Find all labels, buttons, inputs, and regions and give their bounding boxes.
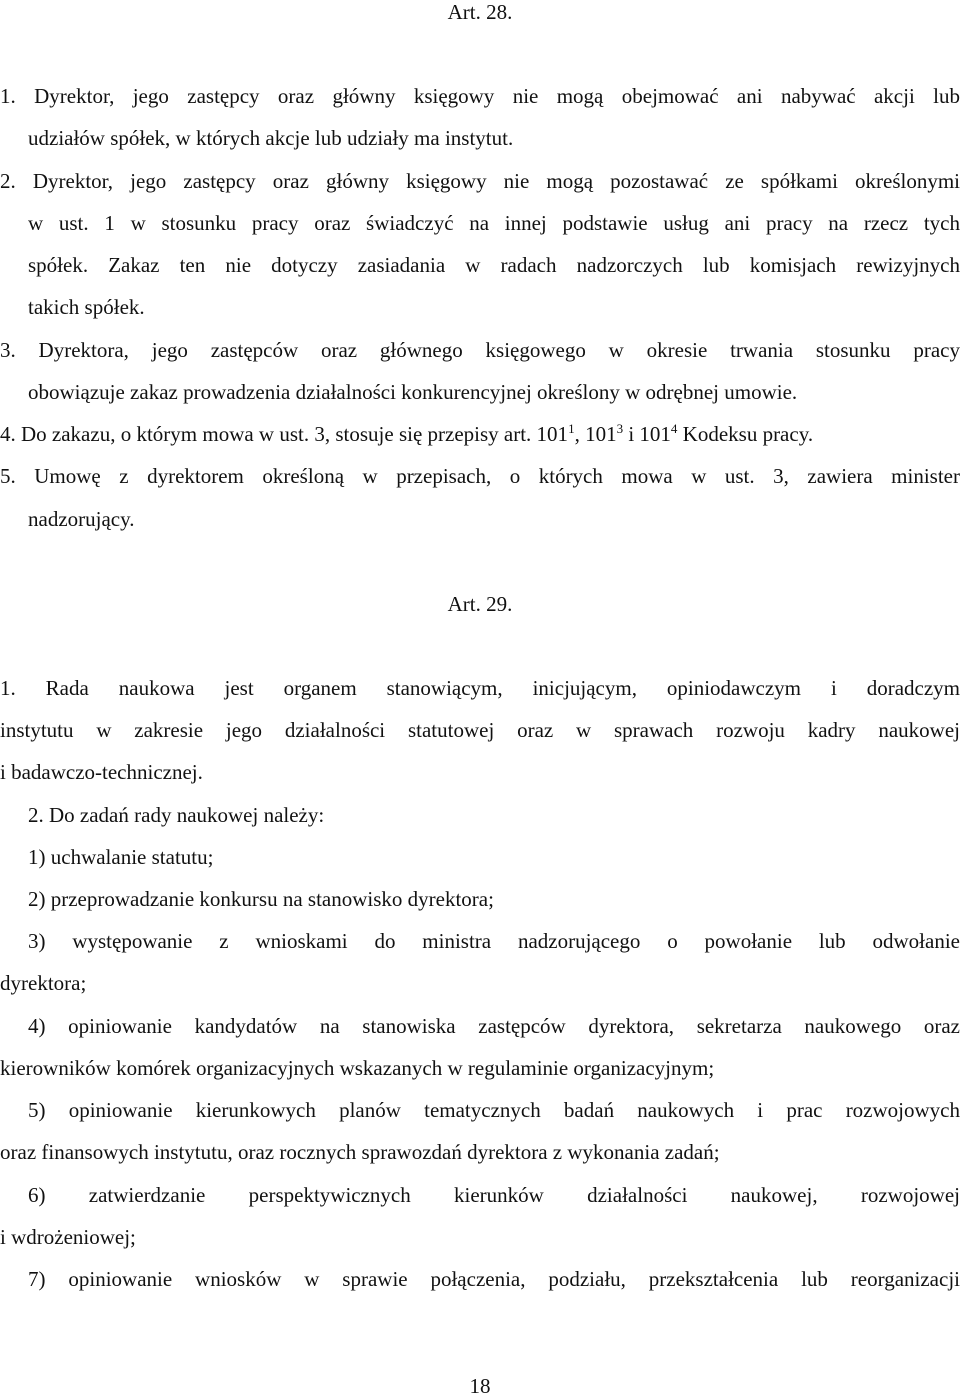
art29-item-2: 2) przeprowadzanie konkursu na stanowisko dyrektora; — [28, 887, 494, 911]
art28-para4-sup-3: 4 — [670, 421, 678, 436]
art28-para4 — [0, 422, 813, 446]
art28-para2-line3: spółek. Zakaz ten nie dotyczy zasiadania w radach nadzorczych lub komisjach rewizyjnych — [28, 253, 960, 277]
art28-para4-text-4: Kodeksu pracy. — [677, 422, 814, 446]
art29-para1-line3: i badawczo-technicznej. — [0, 760, 203, 784]
art28-para2-line1: 2. Dyrektor, jego zastępcy oraz główny księgowy nie mogą pozostawać ze spółkami określonymi — [0, 169, 960, 193]
page-number: 18 — [469, 1374, 491, 1398]
art28-para4-text-3: i 101 — [623, 422, 671, 446]
art28-para4-text-2: , 101 — [574, 422, 617, 446]
art28-para2-line2: w ust. 1 w stosunku pracy oraz świadczyć na innej podstawie usług ani pracy na rzecz tych — [28, 211, 960, 235]
art28-para2-line4: takich spółek. — [28, 295, 145, 319]
art29-item-6-line2: i wdrożeniowej; — [0, 1225, 136, 1249]
art28-para1-line2: udziałów spółek, w których akcje lub udziały ma instytut. — [28, 126, 514, 150]
article-29-title: Art. 29. — [447, 592, 513, 616]
art28-para4-sup-2: 3 — [616, 421, 624, 436]
art29-para1-line1: 1. Rada naukowa jest organem stanowiącym, inicjującym, opiniodawczym i doradczym — [0, 676, 960, 700]
art29-item-4-line2: kierowników komórek organizacyjnych wskazanych w regulaminie organizacyjnym; — [0, 1056, 715, 1080]
article-28-title: Art. 28. — [447, 0, 513, 24]
art29-para2: 2. Do zadań rady naukowej należy: — [28, 803, 325, 827]
art28-para3-line1: 3. Dyrektora, jego zastępców oraz głównego księgowego w okresie trwania stosunku pracy — [0, 338, 960, 362]
art29-item-3-line2: dyrektora; — [0, 971, 87, 995]
art28-para5-line1: 5. Umowę z dyrektorem określoną w przepisach, o których mowa w ust. 3, zawiera minister — [0, 464, 960, 488]
art29-item-1: 1) uchwalanie statutu; — [28, 845, 214, 869]
art29-item-5-line1: 5) opiniowanie kierunkowych planów tematycznych badań naukowych i prac rozwojowych — [28, 1098, 960, 1122]
art28-para5-line2: nadzorujący. — [28, 507, 135, 531]
art29-item-7-line1: 7) opiniowanie wniosków w sprawie połączenia, podziału, przekształcenia lub reorganizacji — [28, 1267, 960, 1291]
art28-para1-line1: 1. Dyrektor, jego zastępcy oraz główny księgowy nie mogą obejmować ani nabywać akcji lub — [0, 84, 960, 108]
art29-item-6-line1: 6) zatwierdzanie perspektywicznych kierunków działalności naukowej, rozwojowej — [28, 1183, 960, 1207]
art28-para4-sup-1: 1 — [568, 421, 575, 436]
art28-para3-line2: obowiązuje zakaz prowadzenia działalności konkurencyjnej określony w odrębnej umowie. — [28, 380, 798, 404]
art28-para4-text-1: 4. Do zakazu, o którym mowa w ust. 3, stosuje się przepisy art. 101 — [0, 422, 569, 446]
art29-item-4-line1: 4) opiniowanie kandydatów na stanowiska zastępców dyrektora, sekretarza naukowego oraz — [28, 1014, 960, 1038]
art29-item-5-line2: oraz finansowych instytutu, oraz rocznych sprawozdań dyrektora z wykonania zadań; — [0, 1140, 720, 1164]
art29-item-3-line1: 3) występowanie z wnioskami do ministra nadzorującego o powołanie lub odwołanie — [28, 929, 960, 953]
art29-para1-line2: instytutu w zakresie jego działalności statutowej oraz w sprawach rozwoju kadry naukowej — [0, 718, 960, 742]
